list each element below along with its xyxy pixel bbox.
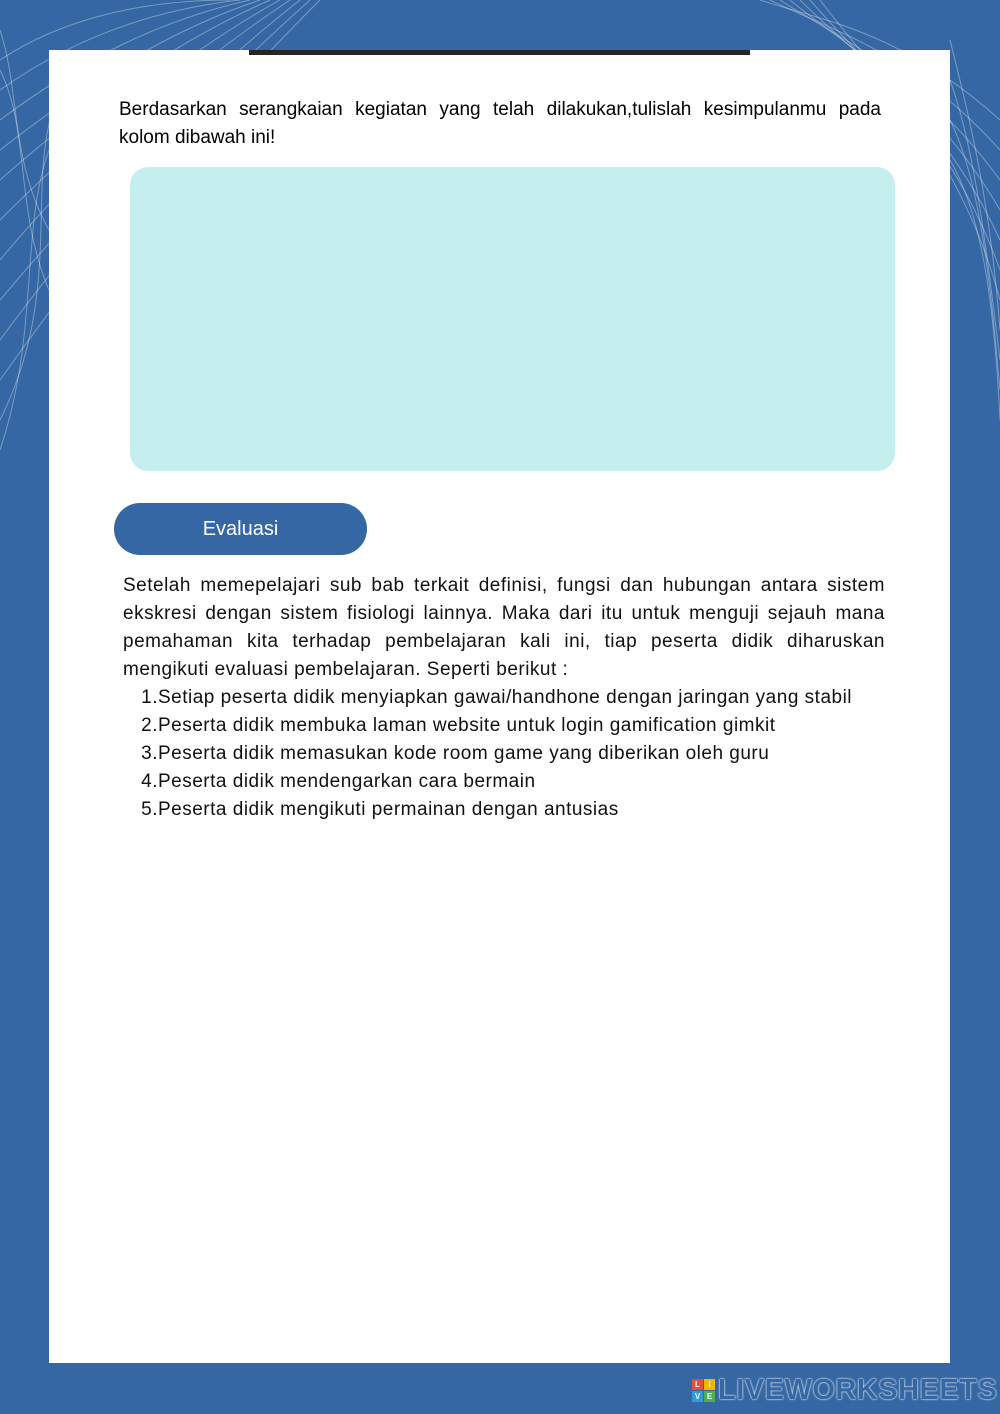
list-item-text: Peserta didik membuka laman website untuk login gamification gimkit [158,715,776,736]
list-item-number: 3. [141,743,158,764]
logo-letter-e: E [704,1391,715,1402]
list-item-number: 4. [141,771,158,792]
conclusion-answer-box[interactable] [130,167,895,471]
list-item-text: Peserta didik mengikuti permainan dengan antusias [158,799,619,820]
list-item-text: Peserta didik mendengarkan cara bermain [158,771,536,792]
list-item [123,796,885,824]
list-item [123,684,885,712]
liveworksheets-logo[interactable] [692,1375,997,1405]
list-item [123,712,885,740]
conclusion-prompt: Berdasarkan serangkaian kegiatan yang telah dilakukan,tulislah kesimpulanmu pada kolom dibawah ini! [119,99,881,148]
list-item-number: 5. [141,799,158,820]
section-title-evaluasi: Evaluasi [114,503,367,555]
logo-letter-l: L [692,1379,703,1390]
logo-letter-v: V [692,1391,703,1402]
list-item-text: Peserta didik memasukan kode room game yang diberikan oleh guru [158,743,770,764]
worksheet-page [49,50,950,1363]
evaluation-paragraph: Setelah memepelajari sub bab terkait definisi, fungsi dan hubungan antara sistem ekskresi dengan sistem fisiologi lainnya. Maka dari itu untuk menguji sejauh mana pemahaman kita terhadap pembelajaran kali ini, tiap peserta didik diharuskan mengikuti evaluasi pembelajaran. Seperti berikut : [123,575,885,680]
list-item [123,768,885,796]
brand-name: LIVEWORKSHEETS [718,1373,998,1406]
liveworksheets-icon [692,1379,715,1402]
logo-letter-i: I [704,1379,715,1390]
evaluation-steps [123,684,885,824]
top-divider [249,50,750,55]
list-item-text: Setiap peserta didik menyiapkan gawai/handhone dengan jaringan yang stabil [158,687,853,708]
list-item-number: 1. [141,687,158,708]
list-item [123,740,885,768]
list-item-number: 2. [141,715,158,736]
